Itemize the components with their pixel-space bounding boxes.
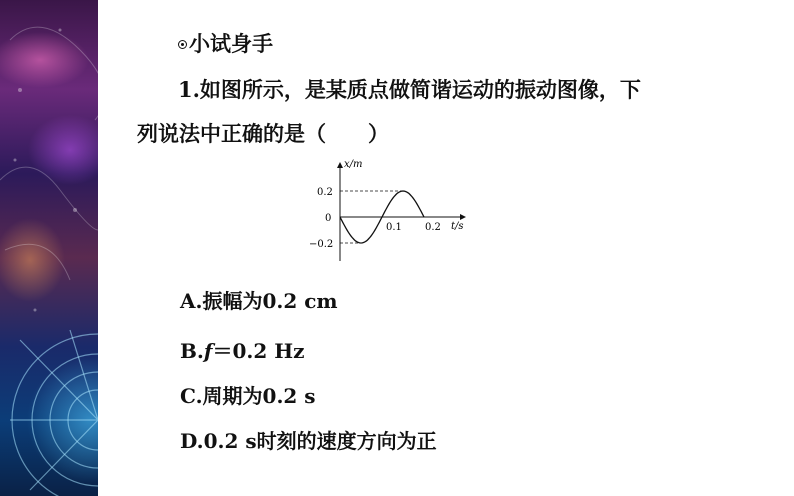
option-c[interactable] [180, 380, 316, 409]
option-b-letter: B. [180, 339, 204, 363]
y-tick-negative: −0.2 [309, 239, 334, 250]
question-line-1: 1.如图所示，是某质点做简谐运动的振动图像，下 [178, 77, 641, 102]
target-bullet-icon [178, 40, 187, 49]
y-tick-zero: 0 [325, 213, 332, 224]
question-line-2: 列说法中正确的是（ ） [137, 121, 389, 146]
x-axis-label: t/s [451, 221, 464, 232]
option-c-text: 周期为0.2 s [202, 384, 316, 408]
sidebar-artwork [0, 0, 98, 496]
x-tick-0-2: 0.2 [425, 222, 441, 233]
option-d[interactable] [180, 425, 437, 454]
y-tick-positive: 0.2 [317, 187, 333, 198]
section-heading-text: 小试身手 [189, 32, 273, 56]
option-b[interactable] [180, 335, 305, 364]
option-c-letter: C. [180, 384, 203, 408]
option-a-letter: A. [180, 289, 203, 313]
slide-content [98, 0, 794, 496]
option-d-letter: D. [180, 429, 204, 453]
vibration-graph [303, 155, 473, 265]
option-b-text: ＝0.2 Hz [212, 339, 305, 363]
option-a-text: 振幅为0.2 cm [202, 289, 338, 313]
decorative-sidebar [0, 0, 98, 496]
option-a[interactable] [180, 285, 338, 314]
option-d-text: 0.2 s时刻的速度方向为正 [203, 429, 437, 453]
section-heading [178, 28, 273, 58]
y-axis-label: x/m [344, 159, 363, 170]
option-b-symbol: f [203, 339, 213, 363]
x-tick-0-1: 0.1 [386, 222, 402, 233]
